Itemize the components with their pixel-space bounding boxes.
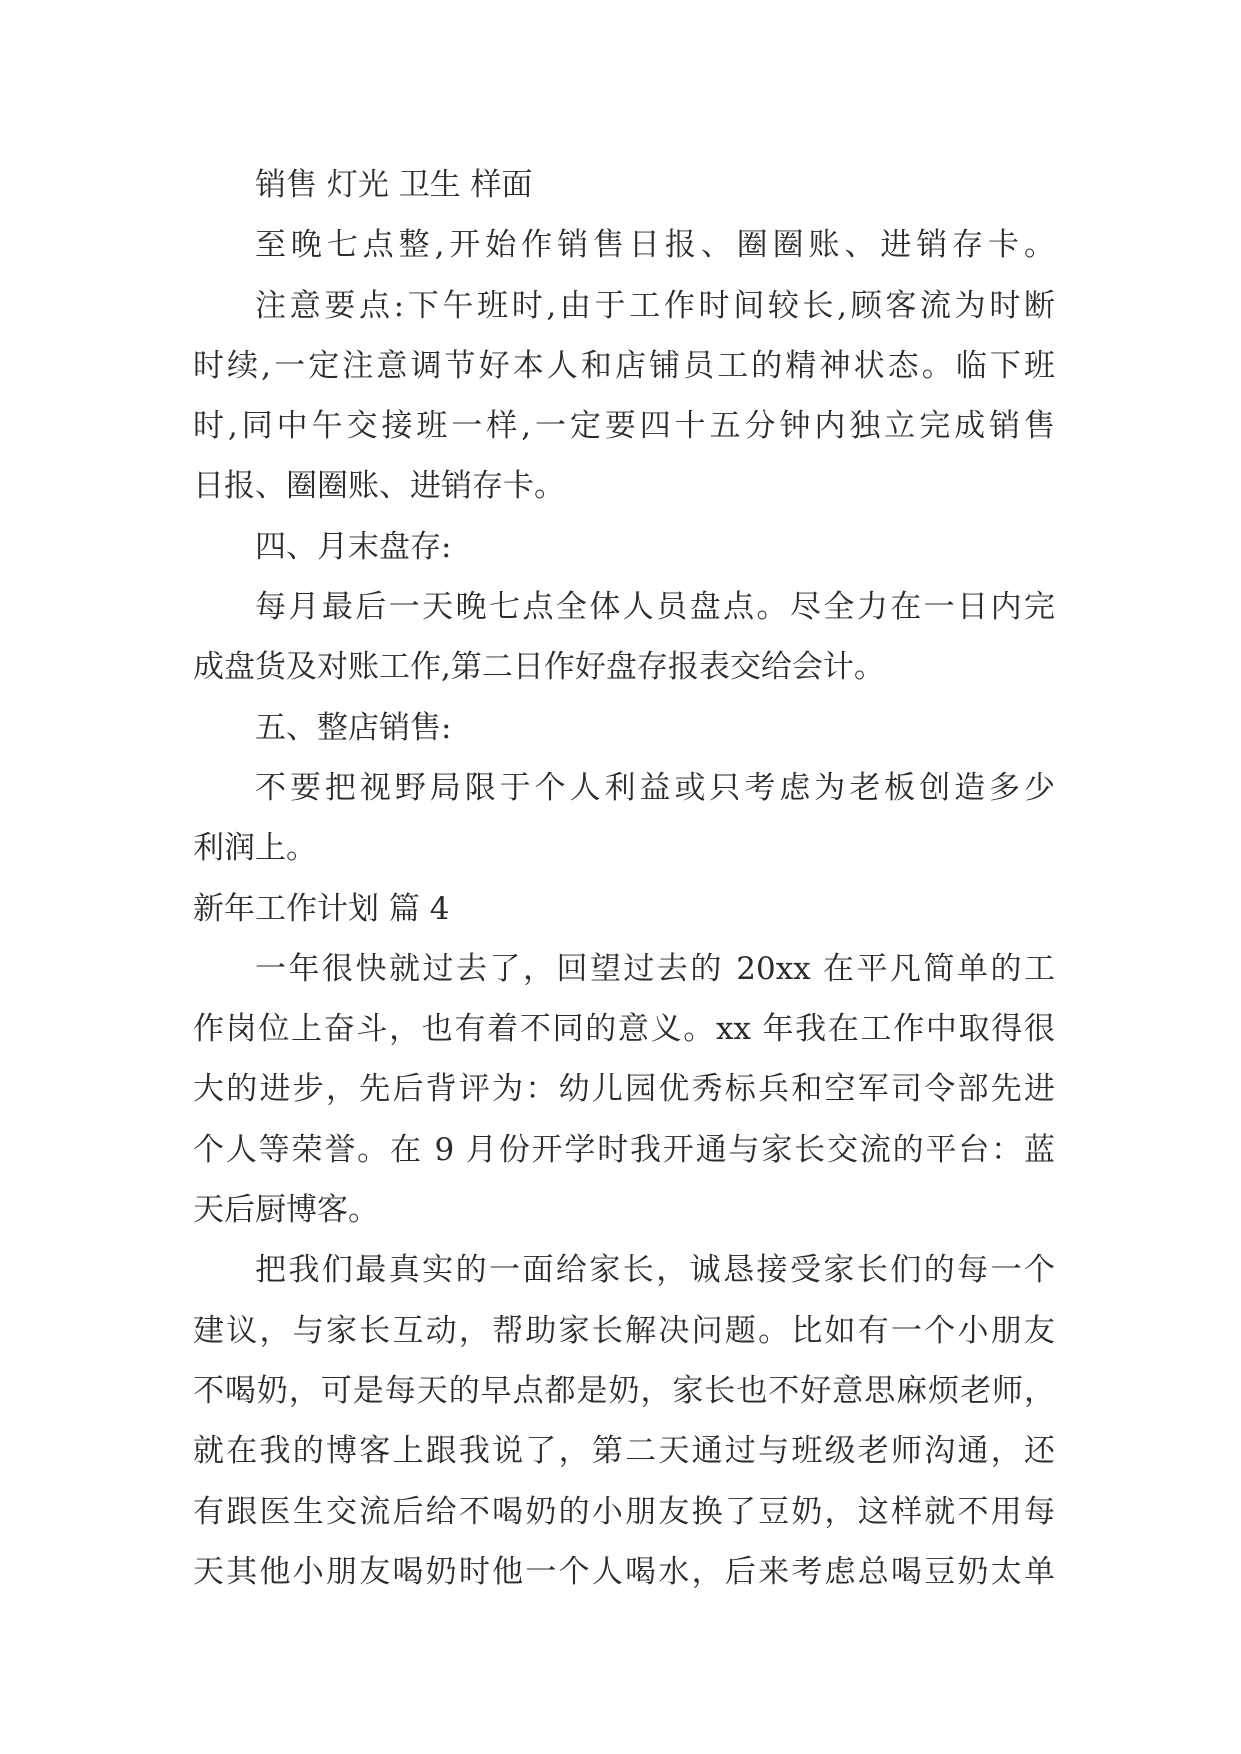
text-line: 至晚七点整,开始作销售日报、圈圈账、进销存卡。 [255, 227, 1055, 264]
text-line: 时续,一定注意调节好本人和店铺员工的精神状态。临下班 [193, 347, 1055, 384]
text-line: 一年很快就过去了，回望过去的 20xx 在平凡简单的工 [255, 950, 1055, 987]
document-body [193, 155, 1055, 1602]
text-line: 作岗位上奋斗，也有着不同的意义。xx 年我在工作中取得很 [193, 1011, 1055, 1048]
text-line: 注意要点:下午班时,由于工作时间较长,顾客流为时断 [255, 287, 1055, 324]
text-line: 每月最后一天晚七点全体人员盘点。尽全力在一日内完 [255, 589, 1055, 626]
text-line: 天其他小朋友喝奶时他一个人喝水，后来考虑总喝豆奶太单 [193, 1553, 1055, 1590]
text-line: 四、月末盘存: [255, 528, 452, 565]
text-line: 利润上。 [193, 830, 317, 867]
text-line: 天后厨博客。 [193, 1192, 379, 1229]
text-line: 有跟医生交流后给不喝奶的小朋友换了豆奶，这样就不用每 [193, 1493, 1055, 1530]
text-line: 就在我的博客上跟我说了，第二天通过与班级老师沟通，还 [193, 1433, 1055, 1470]
text-line: 个人等荣誉。在 9 月份开学时我开通与家长交流的平台：蓝 [193, 1131, 1055, 1168]
text-line: 五、整店销售: [255, 709, 452, 746]
text-line: 大的进步，先后背评为：幼儿园优秀标兵和空军司令部先进 [193, 1071, 1055, 1108]
text-line: 日报、圈圈账、进销存卡。 [193, 468, 565, 505]
text-line: 不要把视野局限于个人利益或只考虑为老板创造多少 [255, 769, 1055, 806]
text-line: 把我们最真实的一面给家长，诚恳接受家长们的每一个 [255, 1252, 1055, 1289]
text-line: 不喝奶，可是每天的早点都是奶，家长也不好意思麻烦老师， [193, 1372, 1055, 1409]
text-line: 新年工作计划 篇 4 [193, 890, 450, 927]
text-line: 时,同中午交接班一样,一定要四十五分钟内独立完成销售 [193, 408, 1055, 445]
text-line: 成盘货及对账工作,第二日作好盘存报表交给会计。 [193, 649, 885, 686]
text-line: 建议，与家长互动，帮助家长解决问题。比如有一个小朋友 [193, 1312, 1055, 1349]
text-line: 销售 灯光 卫生 样面 [255, 167, 533, 203]
